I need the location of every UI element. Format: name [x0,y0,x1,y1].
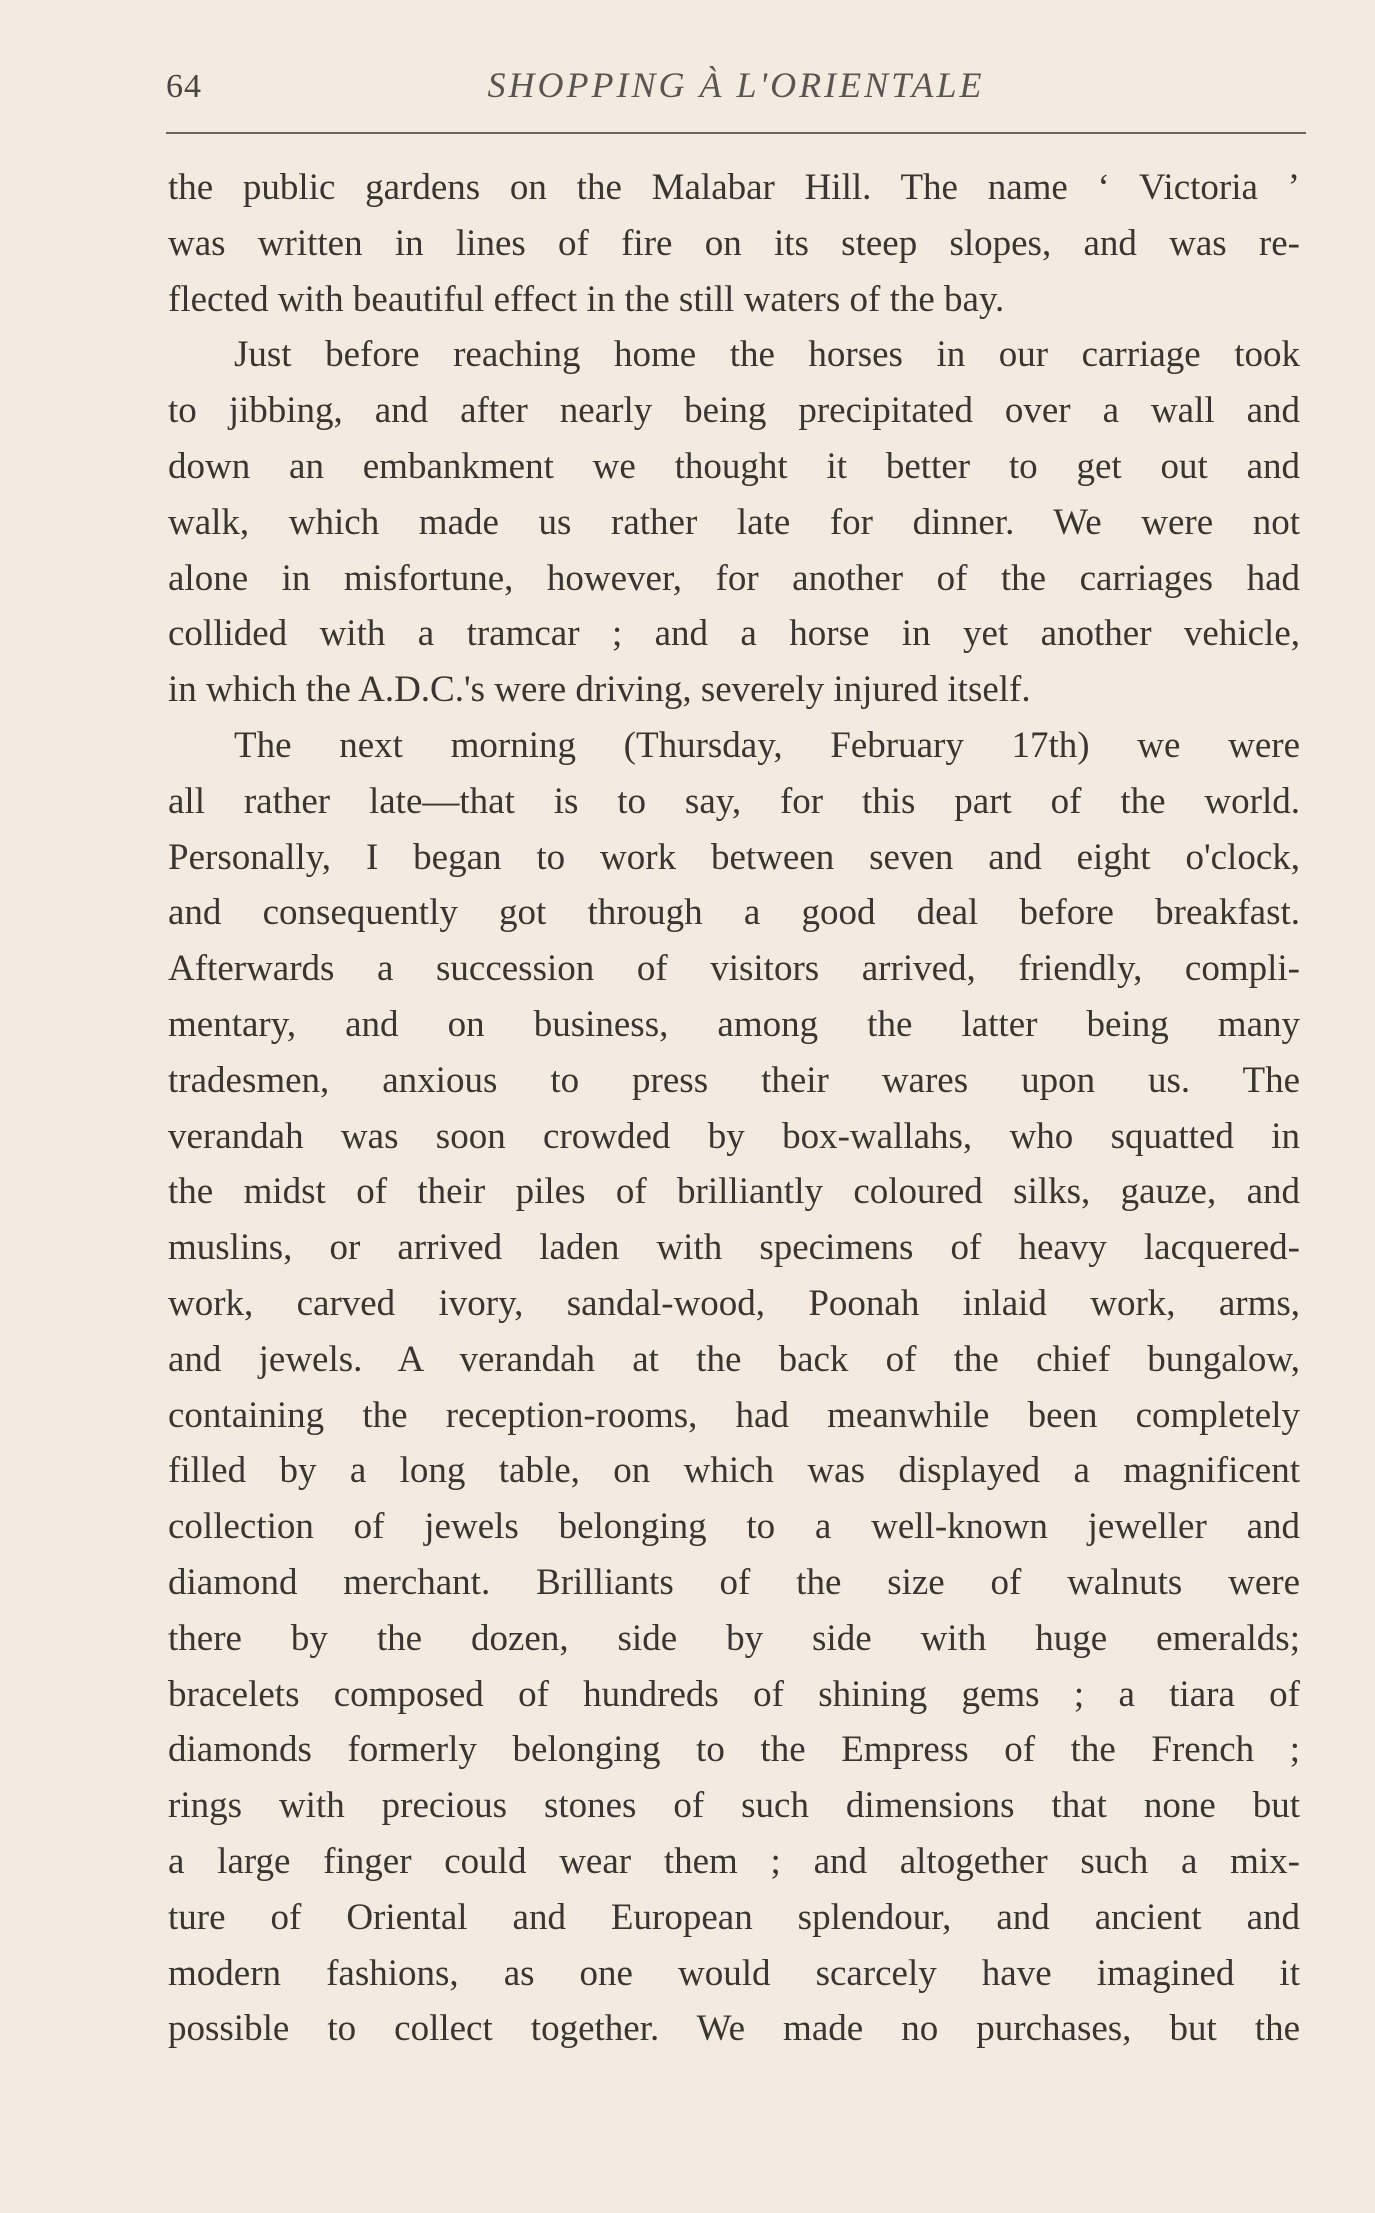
header-divider [166,132,1306,134]
text-line: and jewels. A verandah at the back of the chief bungalow, [168,1338,1300,1380]
text-line: rings with precious stones of such dimensions that none but [168,1785,1300,1827]
text-line: possible to collect together. We made no purchases, but the [168,2008,1300,2050]
page-header [166,58,1306,118]
text-line: down an embankment we thought it better to get out and [168,445,1300,487]
text-line: containing the reception-rooms, had meanwhile been completely [168,1394,1300,1436]
text-line: was written in lines of fire on its steep slopes, and was re- [168,222,1300,264]
running-head: SHOPPING À L'ORIENTALE [487,65,985,105]
body-text [168,160,1300,2057]
text-line: work, carved ivory, sandal-wood, Poonah inlaid work, arms, [168,1282,1300,1324]
text-line: the public gardens on the Malabar Hill. The name ‘ Victoria ’ [168,167,1300,208]
text-line: the midst of their piles of brilliantly coloured silks, gauze, and [168,1171,1300,1213]
text-line: verandah was soon crowded by box-wallahs, who squatted in [168,1115,1300,1157]
text-line: bracelets composed of hundreds of shining gems ; a tiara of [168,1673,1300,1715]
text-line: mentary, and on business, among the latter being many [168,1003,1300,1045]
text-line: all rather late—that is to say, for this part of the world. [168,780,1300,822]
text-line: to jibbing, and after nearly being precipitated over a wall and [168,390,1300,432]
text-line: collection of jewels belonging to a well-known jeweller and [168,1506,1300,1548]
text-line: ture of Oriental and European splendour, and ancient and [168,1896,1300,1938]
text-line: and consequently got through a good deal before breakfast. [168,892,1300,934]
text-line: Just before reaching home the horses in our carriage took [234,334,1300,376]
text-line: in which the A.D.C.'s were driving, severely injured itself. [168,669,1031,711]
page-number: 64 [166,68,202,105]
text-line: walk, which made us rather late for dinner. We were not [168,501,1300,543]
text-line: diamonds formerly belonging to the Empress of the French ; [168,1729,1300,1771]
text-line: Personally, I began to work between seven and eight o'clock, [168,836,1300,878]
text-line: there by the dozen, side by side with huge emeralds; [168,1617,1300,1659]
text-line: muslins, or arrived laden with specimens of heavy lacquered- [168,1227,1300,1269]
text-line: alone in misfortune, however, for another of the carriages had [168,557,1300,599]
text-line: diamond merchant. Brilliants of the size of walnuts were [168,1561,1300,1603]
text-line: tradesmen, anxious to press their wares upon us. The [168,1059,1300,1101]
text-line: filled by a long table, on which was displayed a magnificent [168,1450,1300,1492]
text-line: modern fashions, as one would scarcely have imagined it [168,1952,1300,1994]
text-line: a large finger could wear them ; and altogether such a mix- [168,1840,1300,1882]
text-line: flected with beautiful effect in the still waters of the bay. [168,278,1005,320]
text-line: The next morning (Thursday, February 17th) we were [234,724,1300,766]
text-line: Afterwards a succession of visitors arrived, friendly, compli- [168,948,1300,990]
text-line: collided with a tramcar ; and a horse in yet another vehicle, [168,613,1300,655]
